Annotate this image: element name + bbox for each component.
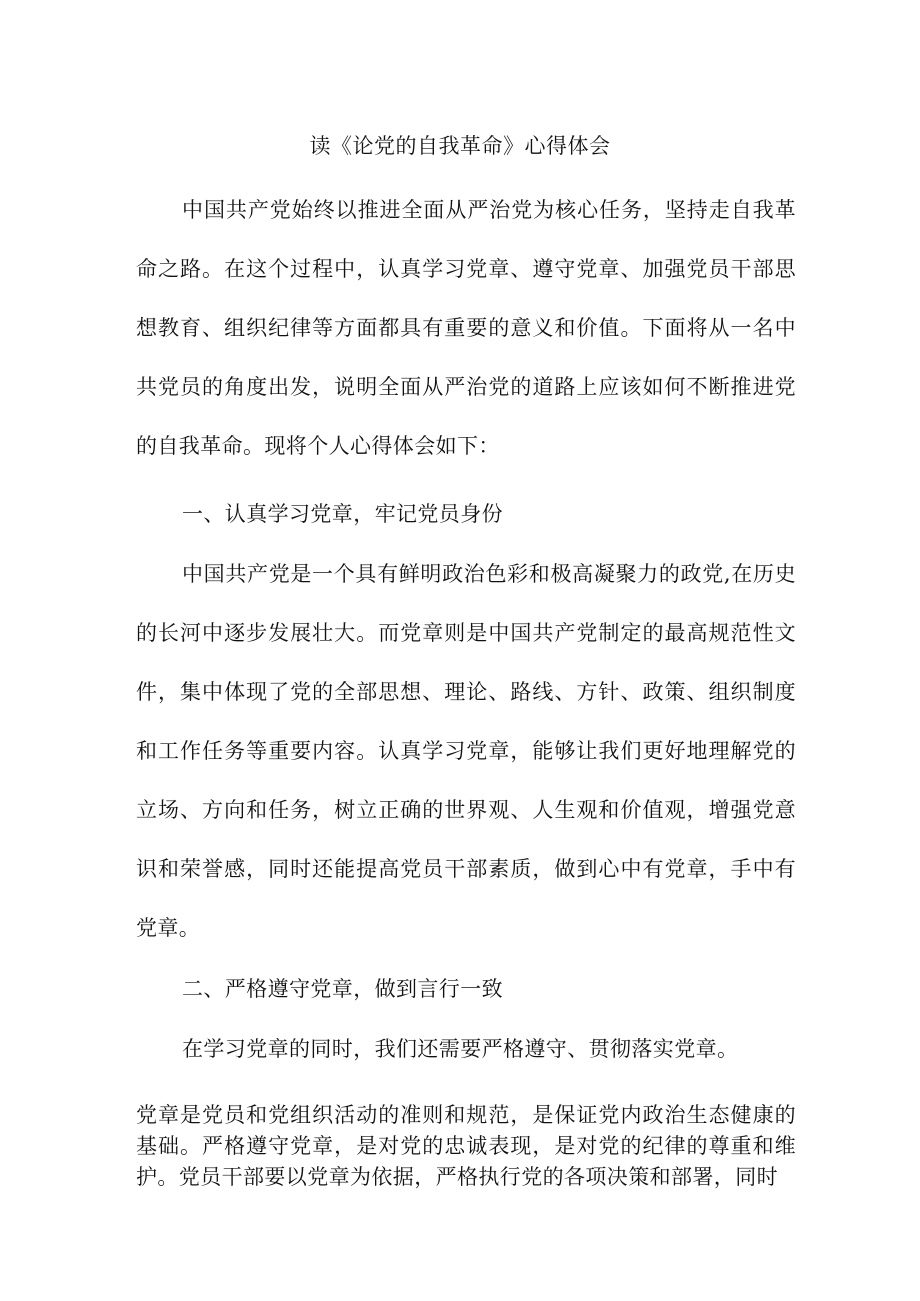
paragraph-intro: 中国共产党始终以推进全面从严治党为核心任务，坚持走自我革命之路。在这个过程中，认真学习党章、遵守党章、加强党员干部思想教育、组织纪律等方面都具有重要的意义和价值。下面将从一名中共党员的角度出发，说明全面从严治党的道路上应该如何不断推进党的自我革命。现将个人心得体会如下：	[136, 198, 796, 458]
document-title: 读《论党的自我革命》心得体会	[309, 134, 611, 158]
section-heading-2: 二、严格遵守党章，做到言行一致	[182, 977, 503, 1001]
paragraph-section-2-lead: 在学习党章的同时，我们还需要严格遵守、贯彻落实党章。	[182, 1037, 739, 1061]
paragraph-section-1: 中国共产党是一个具有鲜明政治色彩和极高凝聚力的政党,在历史的长河中逐步发展壮大。而党章则是中国共产党制定的最高规范性文件，集中体现了党的全部思想、理论、路线、方针、政策、组织制度和工作任务等重要内容。认真学习党章，能够让我们更好地理解党的立场、方向和任务，树立正确的世界观、人生观和价值观，增强党意识和荣誉感，同时还能提高党员干部素质，做到心中有党章，手中有党章。	[136, 562, 796, 940]
section-heading-1: 一、认真学习党章，牢记党员身份	[182, 502, 503, 526]
paragraph-section-2-body: 党章是党员和党组织活动的准则和规范，是保证党内政治生态健康的基础。严格遵守党章，是对党的忠诚表现，是对党的纪律的尊重和维护。党员干部要以党章为依据，严格执行党的各项决策和部署，同时	[136, 1103, 796, 1189]
